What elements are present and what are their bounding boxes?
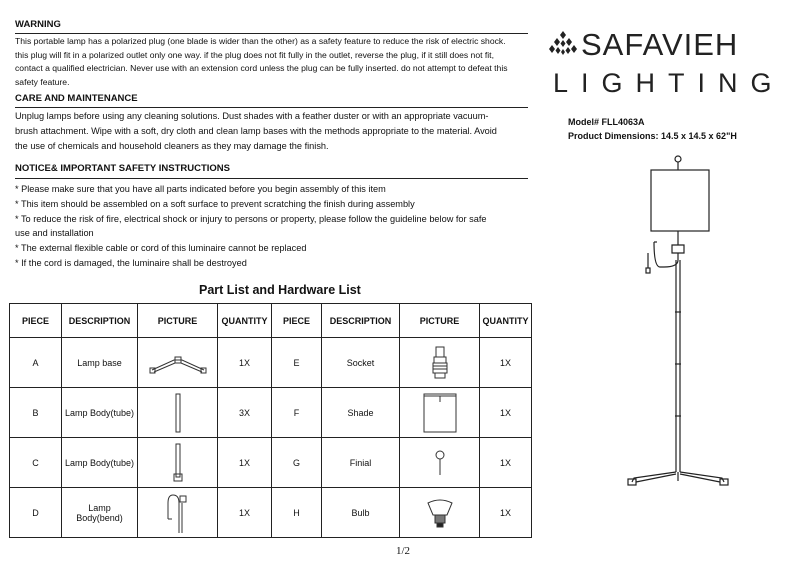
care-heading: CARE AND MAINTENANCE (15, 93, 138, 104)
floor-lamp-illustration (620, 150, 730, 495)
divider (15, 107, 528, 108)
picture-cell (138, 338, 218, 388)
piece-cell: G (272, 438, 322, 488)
warning-line: contact a qualified electrician. Never use with an extension cord unless the plug can be fully inserted. do not attempt to defeat this (15, 63, 508, 73)
warning-text (15, 35, 508, 89)
description-cell (62, 488, 138, 538)
safety-heading: NOTICE& IMPORTANT SAFETY INSTRUCTIONS (15, 163, 230, 174)
care-text (15, 109, 497, 154)
description-line: Lamp (88, 502, 111, 513)
quantity-cell: 1X (480, 488, 532, 538)
description-cell: Socket (322, 338, 400, 388)
picture-cell (400, 488, 480, 538)
care-line: the use of chemicals and household cleaners as they may damage the finish. (15, 141, 329, 151)
piece-cell: E (272, 338, 322, 388)
column-header: DESCRIPTION (62, 304, 138, 338)
column-header: PIECE (272, 304, 322, 338)
parts-table (9, 303, 532, 538)
description-cell: Lamp Body(tube) (62, 438, 138, 488)
divider (15, 33, 528, 34)
threaded-tube-icon (172, 443, 184, 483)
description-cell: Shade (322, 388, 400, 438)
brand-name: SAFAVIEH (581, 27, 739, 62)
table-header-row (10, 304, 532, 338)
column-header: QUANTITY (218, 304, 272, 338)
care-line: brush attachment. Wipe with a soft, dry cloth and clean lamp bases with the methods appropriate to the material. Avoid (15, 126, 497, 136)
page-number: 1/2 (396, 545, 411, 557)
care-line: Unplug lamps before using any cleaning solutions. Dust shades with a feather duster or with an appropriate vacuum- (15, 111, 489, 121)
safety-text (15, 182, 487, 271)
safety-line: * To reduce the risk of fire, electrical shock or injury to persons or property, please follow the guideline below for safe (15, 213, 487, 224)
quantity-cell: 1X (218, 488, 272, 538)
quantity-cell: 3X (218, 388, 272, 438)
safety-line: * The external flexible cable or cord of this luminaire cannot be replaced (15, 243, 307, 254)
tube-icon (173, 393, 183, 433)
table-row (10, 338, 532, 388)
divider (15, 178, 528, 179)
warning-heading: WARNING (15, 19, 61, 30)
description-cell: Bulb (322, 488, 400, 538)
piece-cell: F (272, 388, 322, 438)
finial-icon (433, 449, 447, 477)
piece-cell: H (272, 488, 322, 538)
shade-icon (422, 392, 458, 434)
picture-cell (400, 338, 480, 388)
quantity-cell: 1X (218, 438, 272, 488)
column-header: PICTURE (400, 304, 480, 338)
warning-line: this plug will fit in a polarized outlet only one way. if the plug does not fit fully in the outlet, reverse the plug, if it still does not fit, (15, 49, 494, 60)
picture-cell (138, 488, 218, 538)
quantity-cell: 1X (480, 338, 532, 388)
parts-table-title: Part List and Hardware List (199, 283, 361, 297)
table-row (10, 488, 532, 538)
safavieh-logo-icon (548, 30, 578, 58)
bulb-icon (425, 497, 455, 529)
column-header: DESCRIPTION (322, 304, 400, 338)
safety-line: use and installation (15, 228, 94, 239)
bend-tube-icon (165, 491, 191, 535)
piece-cell: D (10, 488, 62, 538)
picture-cell (400, 388, 480, 438)
quantity-cell: 1X (480, 438, 532, 488)
safety-line: * If the cord is damaged, the luminaire shall be destroyed (15, 257, 247, 268)
socket-icon (430, 345, 450, 381)
piece-cell: B (10, 388, 62, 438)
table-row (10, 388, 532, 438)
column-header: QUANTITY (480, 304, 532, 338)
description-cell: Lamp base (62, 338, 138, 388)
product-dimensions: Product Dimensions: 14.5 x 14.5 x 62"H (568, 131, 737, 141)
brand-sub: LIGHTING (553, 68, 785, 98)
table-row (10, 438, 532, 488)
warning-line: safety feature. (15, 76, 70, 87)
description-cell: Finial (322, 438, 400, 488)
description-cell: Lamp Body(tube) (62, 388, 138, 438)
column-header: PIECE (10, 304, 62, 338)
picture-cell (138, 388, 218, 438)
lamp-base-icon (148, 352, 208, 374)
picture-cell (138, 438, 218, 488)
picture-cell (400, 438, 480, 488)
quantity-cell: 1X (218, 338, 272, 388)
piece-cell: C (10, 438, 62, 488)
quantity-cell: 1X (480, 388, 532, 438)
piece-cell: A (10, 338, 62, 388)
model-number: Model# FLL4063A (568, 117, 645, 127)
description-line: Body(bend) (76, 512, 123, 523)
column-header: PICTURE (138, 304, 218, 338)
warning-line: This portable lamp has a polarized plug (one blade is wider than the other) as a safety feature to reduce the risk of electric shock. (15, 36, 506, 46)
safety-line: * Please make sure that you have all parts indicated before you begin assembly of this item (15, 184, 386, 194)
safety-line: * This item should be assembled on a soft surface to prevent scratching the finish during assembly (15, 198, 415, 209)
